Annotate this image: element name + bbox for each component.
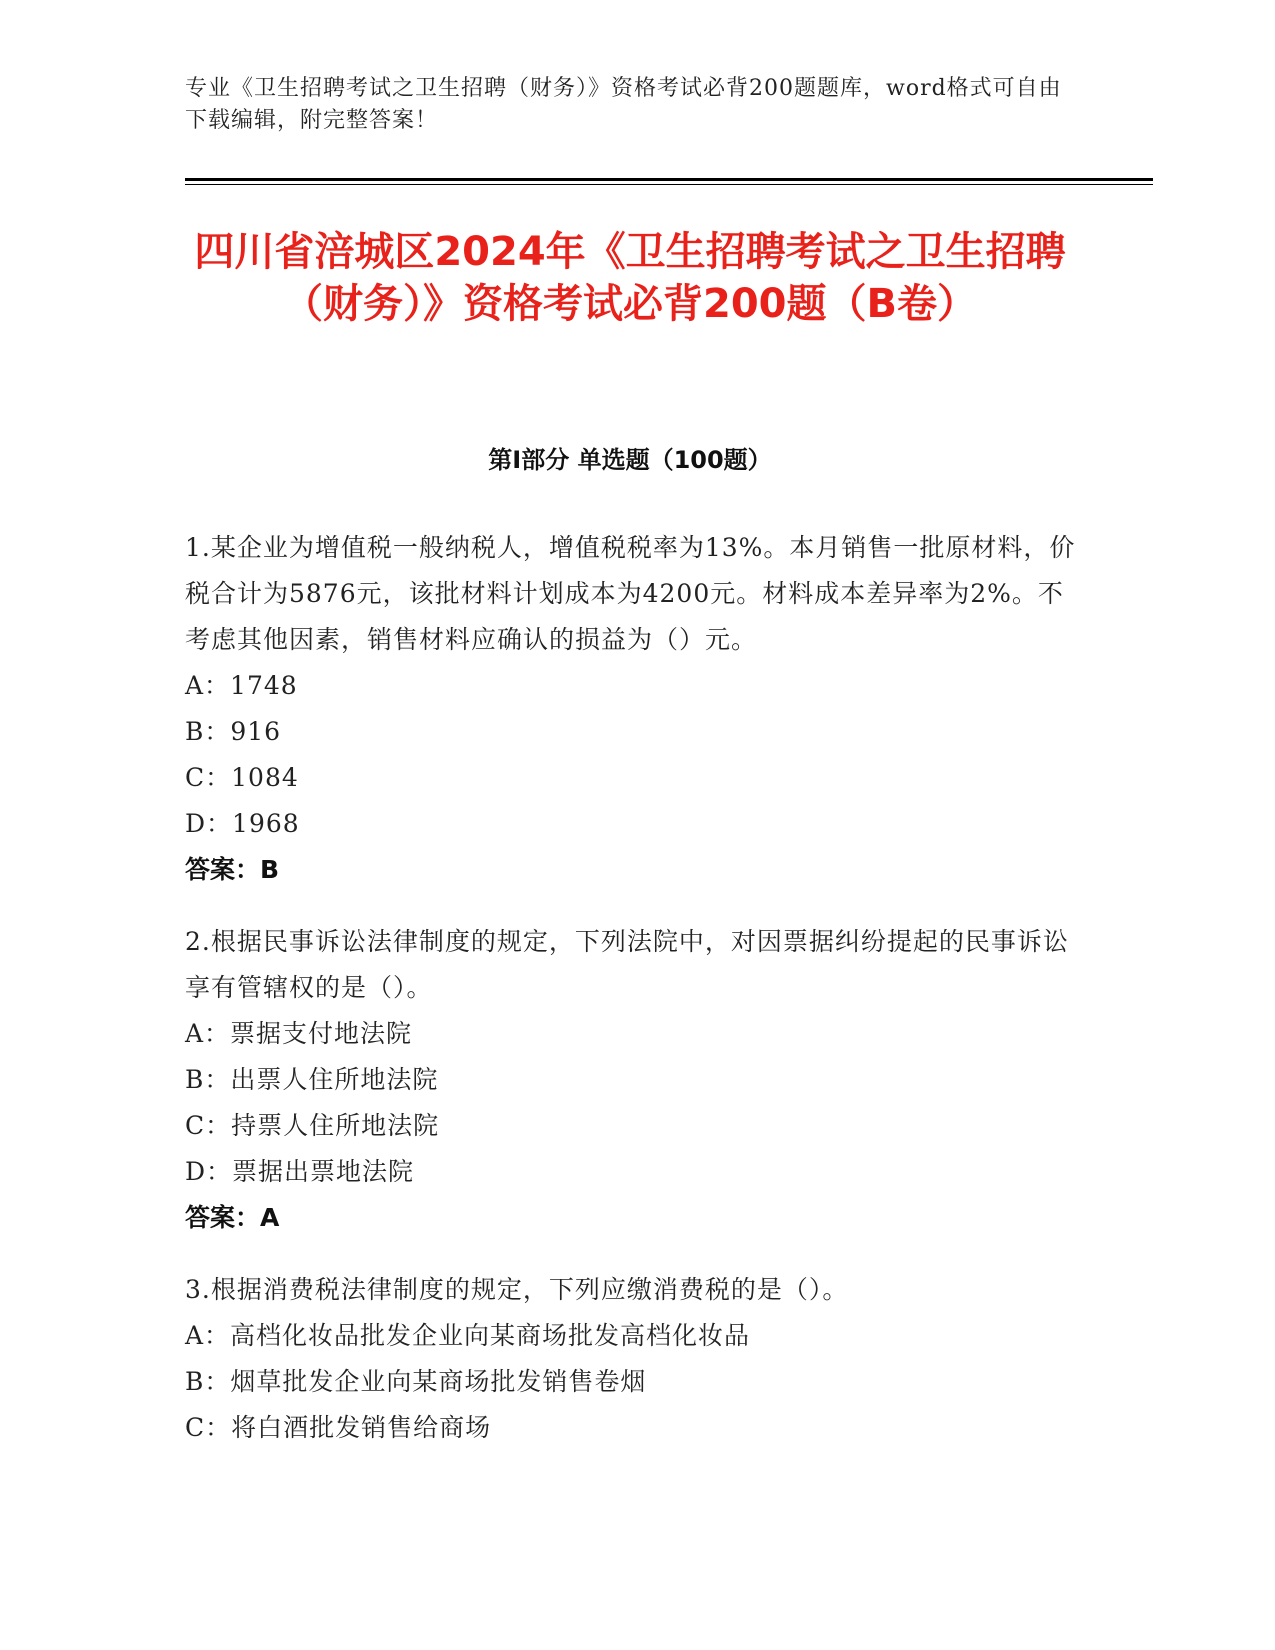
question-stem: 3.根据消费税法律制度的规定，下列应缴消费税的是（）。 bbox=[185, 1275, 849, 1304]
header-divider-thin bbox=[185, 184, 1153, 185]
option-d: D：票据出票地法院 bbox=[185, 1157, 415, 1186]
answer: 答案：A bbox=[185, 1203, 280, 1232]
header-note: 专业《卫生招聘考试之卫生招聘（财务）》资格考试必背200题题库，word格式可自由下载编辑，附完整答案！ bbox=[185, 76, 1062, 133]
option-a: A：高档化妆品批发企业向某商场批发高档化妆品 bbox=[185, 1321, 751, 1350]
document-title: 四川省涪城区2024年《卫生招聘考试之卫生招聘（财务）》资格考试必背200题（B卷） bbox=[194, 229, 1066, 327]
option-c: C：持票人住所地法院 bbox=[185, 1111, 440, 1140]
question-3 bbox=[185, 1267, 1085, 1451]
option-b: B：出票人住所地法院 bbox=[185, 1065, 439, 1094]
question-list bbox=[185, 525, 1085, 1477]
option-c: C：1084 bbox=[185, 763, 299, 792]
option-d: D：1968 bbox=[185, 809, 300, 838]
section-heading: 第I部分 单选题（100题） bbox=[488, 446, 772, 474]
option-a: A：1748 bbox=[185, 671, 298, 700]
question-1 bbox=[185, 525, 1085, 893]
question-stem: 1.某企业为增值税一般纳税人，增值税税率为13%。本月销售一批原材料，价税合计为5876元，该批材料计划成本为4200元。材料成本差异率为2%。不考虑其他因素，销售材料应确认的损益为（）元。 bbox=[185, 533, 1076, 654]
question-2 bbox=[185, 919, 1085, 1241]
option-b: B：916 bbox=[185, 717, 282, 746]
header-divider-thick bbox=[185, 178, 1153, 181]
option-a: A：票据支付地法院 bbox=[185, 1019, 413, 1048]
option-b: B：烟草批发企业向某商场批发销售卷烟 bbox=[185, 1367, 647, 1396]
question-stem: 2.根据民事诉讼法律制度的规定，下列法院中，对因票据纠纷提起的民事诉讼享有管辖权的是（）。 bbox=[185, 927, 1069, 1002]
option-c: C：将白酒批发销售给商场 bbox=[185, 1413, 492, 1442]
answer: 答案：B bbox=[185, 855, 280, 884]
